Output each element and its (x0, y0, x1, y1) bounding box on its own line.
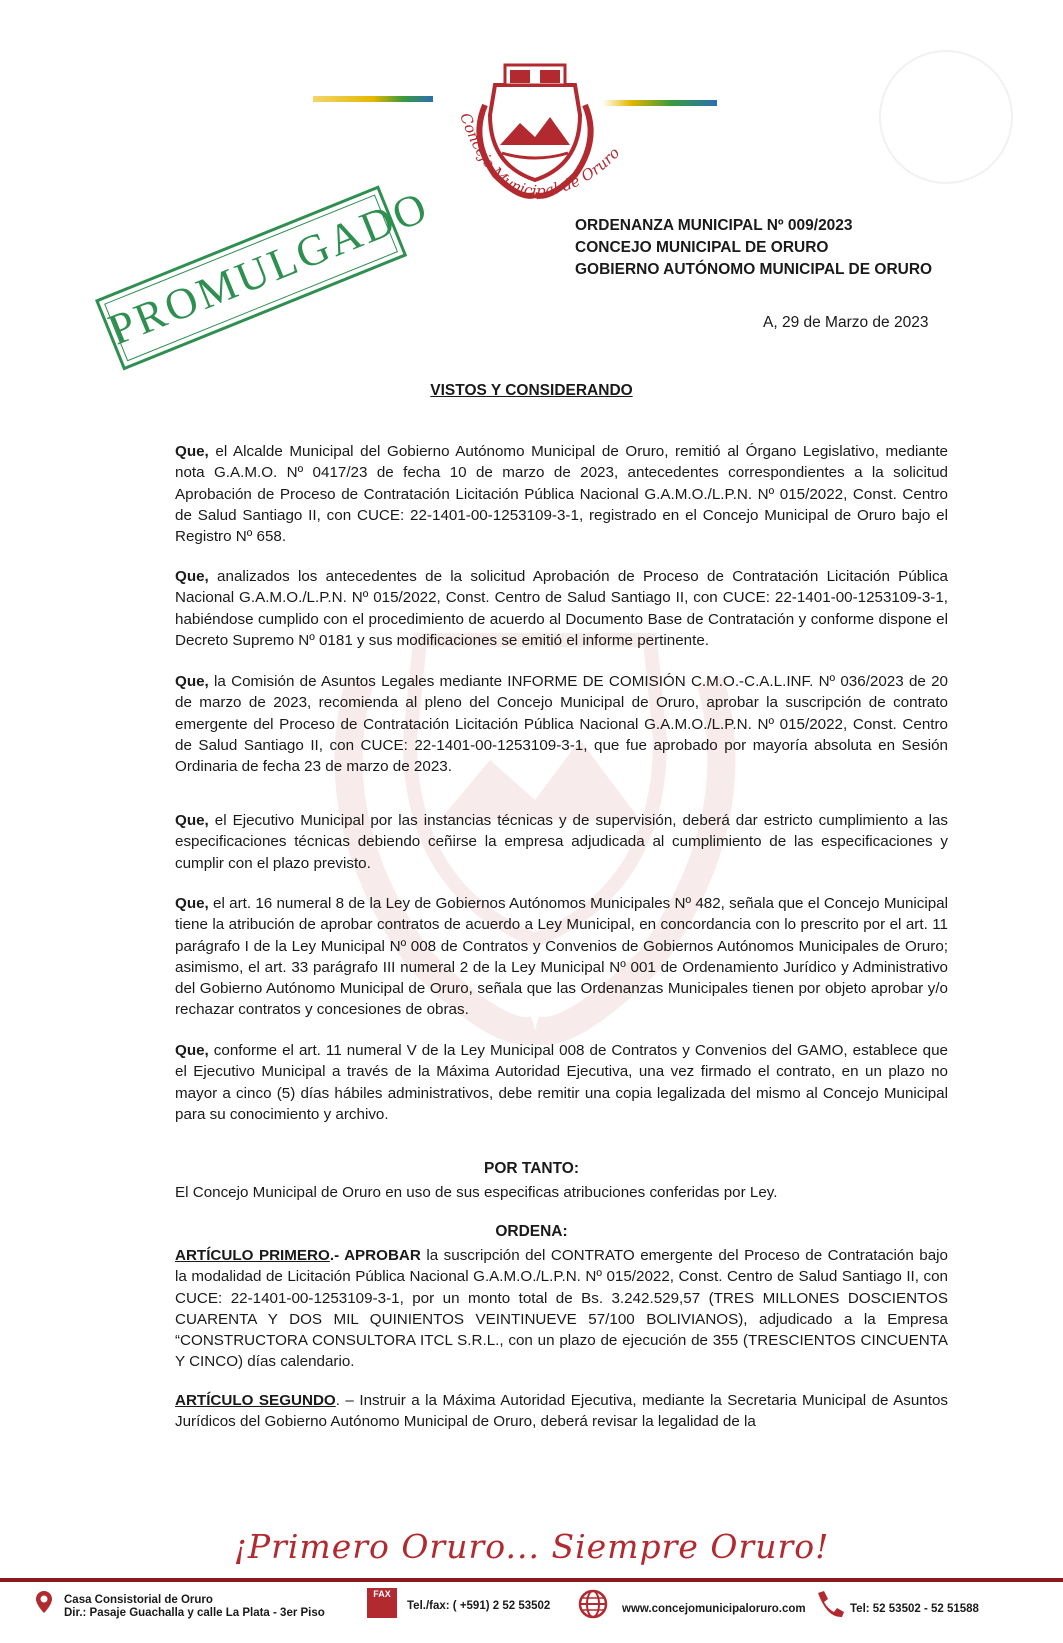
footer-phone-fax: Tel./fax: ( +591) 2 52 53502 (407, 1600, 551, 1612)
considerando-paragraph: Que, el Alcalde Municipal del Gobierno Autónomo Municipal de Oruro, remitió al Órgano Legislativo, mediante nota G.A.M.O. Nº 0417/23 de fecha 10 de marzo de 2023, antecedentes correspondientes a la solicitud Aprobación de Proceso de Contratación Licitación Pública Nacional G.A.M.O./L.P.N. Nº 015/2022, Const. Centro de Salud Santiago II, con CUCE: 22-1401-00-1253109-3-1, registrado en el Concejo Municipal de Oruro bajo el Registro Nº 658. (175, 443, 948, 546)
article-second: ARTÍCULO SEGUNDO. – Instruir a la Máxima Autoridad Ejecutiva, mediante la Secretaria Municipal de Asuntos Jurídicos del Gobierno Autónomo Municipal de Oruro, deberá revisar la legalidad de la (175, 1392, 949, 1431)
government-name: GOBIERNO AUTÓNOMO MUNICIPAL DE ORURO (575, 261, 933, 278)
location-pin-icon (35, 1590, 53, 1614)
footer-phones: Tel: 52 53502 - 52 51588 (850, 1603, 979, 1615)
considerando-paragraph: Que, la Comisión de Asuntos Legales mediante INFORME DE COMISIÓN C.M.O.-C.A.L.INF. Nº 036/2023 de 20 de marzo de 2023, recomienda al pleno del Concejo Municipal de Oruro, aprobar la suscripción de contrato emergente del Proceso de Contratación Licitación Pública Nacional G.A.M.O./L.P.N. Nº 015/2022, Const. Centro de Salud Santiago II, con CUCE: 22-1401-00-1253109-3-1, que fue aprobado por mayoría absoluta en Sesión Ordinaria de fecha 23 de marzo de 2023. (175, 673, 948, 776)
footer-rule (0, 1578, 1063, 1582)
footer-address: Dir.: Pasaje Guachalla y calle La Plata - 3er Piso (64, 1607, 325, 1619)
document-date: A, 29 de Marzo de 2023 (763, 314, 929, 331)
council-name: CONCEJO MUNICIPAL DE ORURO (575, 239, 829, 256)
footer-address-title: Casa Consistorial de Oruro (64, 1594, 213, 1606)
footer-website[interactable]: www.concejomunicipaloruro.com (622, 1603, 806, 1615)
ordinance-number: ORDENANZA MUNICIPAL Nº 009/2023 (575, 217, 853, 234)
por-tanto-text: El Concejo Municipal de Oruro en uso de sus especificas atribuciones conferidas por Ley. (175, 1184, 778, 1201)
fax-icon: FAX (367, 1588, 397, 1618)
header-line-left (313, 96, 433, 102)
article-first: ARTÍCULO PRIMERO.- APROBAR la suscripción del CONTRATO emergente del Proceso de Contratación bajo la modalidad de Licitación Pública Nacional G.A.M.O./L.P.N. Nº 015/2022, Const. Centro de Salud Santiago II, con CUCE: 22-1401-00-1253109-3-1, por un monto total de Bs. 3.242.529,57 (TRES MILLONES DOSCIENTOS CUARENTA Y DOS MIL QUINIENTOS VEINTINUEVE 57/100 BOLIVIANOS), adjudicado a la Empresa “CONSTRUCTORA CONSULTORA ITCL S.R.L., con un plazo de ejecución de 355 (TRESCIENTOS CINCUENTA Y CINCO) días calendario. (175, 1247, 949, 1371)
considerando-paragraph: Que, el art. 16 numeral 8 de la Ley de Gobiernos Autónomos Municipales Nº 482, señala que el Concejo Municipal tiene la atribución de aprobar contratos de acuerdo a Ley Municipal, en concordancia con lo prescrito por el art. 11 parágrafo I de la Ley Municipal Nº 008 de Contratos y Convenios de Gobiernos Autónomos Municipales de Oruro; asimismo, el art. 33 parágrafo III numeral 2 de la Ley Municipal Nº 001 de Ordenamiento Jurídico y Administrativo del Gobierno Autónomo Municipal de Oruro, señala que las Ordenanzas Municipales tienen por objeto aprobar y/o rechazar contratos y concesiones de obras. (175, 895, 948, 1019)
phone-icon (815, 1590, 845, 1618)
considerando-paragraph: Que, conforme el art. 11 numeral V de la Ley Municipal 008 de Contratos y Convenios del GAMO, establece que el Ejecutivo Municipal a través de la Máxima Autoridad Ejecutiva, una vez firmado el contrato, en un plazo no mayor a cinco (5) días hábiles administrativos, debe remitir una copia legalizada del mismo al Concejo Municipal para su conocimiento y archivo. (175, 1042, 948, 1123)
promulgado-stamp: PROMULGADO (95, 185, 407, 370)
considerando-paragraph: Que, analizados los antecedentes de la solicitud Aprobación de Proceso de Contratación Licitación Pública Nacional G.A.M.O./L.P.N. Nº 015/2022, Const. Centro de Salud Santiago II, con CUCE: 22-1401-00-1253109-3-1, habiéndose cumplido con el procedimiento de acuerdo al Documento Base de Contratación y conforme dispone el Decreto Supremo Nº 0181 y sus modificaciones se emitió el informe pertinente. (175, 568, 948, 649)
section-title: VISTOS Y CONSIDERANDO (430, 382, 633, 399)
seal-script-text (450, 105, 650, 225)
ordena-heading: ORDENA: (495, 1223, 568, 1240)
globe-icon (578, 1589, 608, 1619)
svg-text:Concejo Municipal de Oruro: Concejo Municipal de Oruro (456, 110, 624, 201)
por-tanto-heading: POR TANTO: (483, 1160, 579, 1177)
slogan: ¡Primero Oruro... Siempre Oruro! (233, 1527, 830, 1566)
embossed-seal (879, 50, 1013, 184)
considerando-paragraph: Que, el Ejecutivo Municipal por las instancias técnicas y de supervisión, deberá dar estricto cumplimiento a las especificaciones técnicas debiendo ceñirse la empresa adjudicada al cumplimiento de las especificaciones y cumplir con el plazo previsto. (175, 812, 948, 872)
